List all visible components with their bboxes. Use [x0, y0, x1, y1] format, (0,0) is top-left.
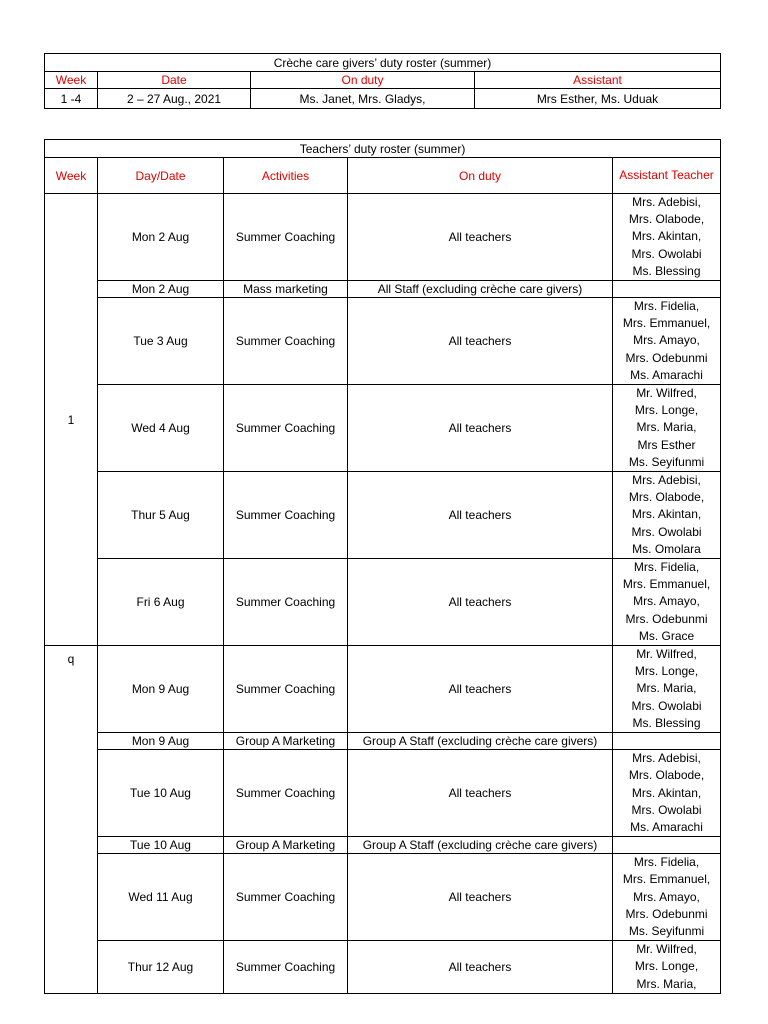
on-duty-cell: All teachers: [348, 941, 613, 994]
activity-cell: Summer Coaching: [224, 194, 348, 281]
assistant-name: Mrs. Emmanuel,: [622, 577, 711, 592]
activity-cell: Summer Coaching: [224, 298, 348, 385]
assistant-name: Mrs. Amayo,: [633, 333, 700, 348]
assistant-name: Ms. Amarachi: [630, 367, 703, 382]
assistant-name: Ms. Seyifunmi: [628, 923, 705, 938]
date-cell: Tue 10 Aug: [98, 837, 224, 854]
on-duty-cell: All teachers: [348, 194, 613, 281]
creche-roster-table: [44, 53, 721, 109]
assistant-teacher-cell: [613, 559, 721, 646]
activity-cell: Summer Coaching: [224, 385, 348, 472]
table-row: [45, 941, 721, 994]
assistant-name: Ms. Amarachi: [630, 819, 703, 834]
assistant-teacher-cell: [613, 837, 721, 854]
on-duty-cell: Group A Staff (excluding crèche care givers): [348, 733, 613, 750]
table-row: [45, 194, 721, 281]
activity-cell: Summer Coaching: [224, 646, 348, 733]
activity-cell: Summer Coaching: [224, 941, 348, 994]
table-row: [45, 854, 721, 941]
activity-cell: Summer Coaching: [224, 472, 348, 559]
assistant-name: Mrs. Fidelia,: [633, 855, 700, 870]
creche-cell-week: 1 -4: [45, 89, 98, 109]
assistant-name: Mrs. Akintan,: [631, 229, 702, 244]
on-duty-cell: All teachers: [348, 750, 613, 837]
table-row: [45, 646, 721, 733]
on-duty-cell: All teachers: [348, 559, 613, 646]
assistant-name: Mrs. Owolabi: [631, 698, 702, 713]
table-row: [45, 281, 721, 298]
assistant-name: Mrs. Owolabi: [631, 802, 702, 817]
assistant-teacher-cell: [613, 194, 721, 281]
table-row: [45, 750, 721, 837]
teachers-roster-title: Teachers’ duty roster (summer): [45, 140, 721, 158]
assistant-name: Mrs. Longe,: [634, 403, 699, 418]
table-row: [45, 89, 721, 109]
assistant-name: Ms. Blessing: [632, 715, 701, 730]
creche-header-on-duty: On duty: [251, 72, 475, 89]
assistant-teacher-cell: [613, 281, 721, 298]
on-duty-cell: Group A Staff (excluding crèche care givers): [348, 837, 613, 854]
assistant-name: Mrs. Odebunmi: [625, 350, 708, 365]
assistant-name: Mr. Wilfred,: [636, 386, 697, 401]
assistant-name: Mrs. Owolabi: [631, 246, 702, 261]
activity-cell: Group A Marketing: [224, 837, 348, 854]
activity-cell: Mass marketing: [224, 281, 348, 298]
assistant-teacher-cell: [613, 385, 721, 472]
teachers-roster-body: [45, 194, 721, 994]
assistant-name: Ms. Seyifunmi: [628, 454, 705, 469]
assistant-teacher-cell: [613, 472, 721, 559]
teachers-header-activities: Activities: [224, 158, 348, 194]
assistant-name: Mr. Wilfred,: [636, 647, 697, 662]
table-row: [45, 385, 721, 472]
date-cell: Mon 9 Aug: [98, 733, 224, 750]
on-duty-cell: All teachers: [348, 646, 613, 733]
assistant-name: Mrs. Fidelia,: [633, 560, 700, 575]
teachers-roster-table: [44, 139, 721, 994]
teachers-header-week: Week: [45, 158, 98, 194]
assistant-name: Mrs Esther: [637, 437, 696, 452]
date-cell: Wed 11 Aug: [98, 854, 224, 941]
date-cell: Thur 12 Aug: [98, 941, 224, 994]
creche-roster-title: Crèche care givers’ duty roster (summer): [45, 54, 721, 72]
activity-cell: Summer Coaching: [224, 854, 348, 941]
creche-cell-date: 2 – 27 Aug., 2021: [98, 89, 251, 109]
week-cell: 1: [45, 194, 98, 646]
assistant-name: Mrs. Adebisi,: [632, 751, 701, 766]
assistant-name: Mrs. Amayo,: [633, 594, 700, 609]
table-row: [45, 837, 721, 854]
creche-header-assistant: Assistant: [475, 72, 721, 89]
creche-header-week: Week: [45, 72, 98, 89]
assistant-name: Ms. Grace: [638, 628, 695, 643]
date-cell: Mon 2 Aug: [98, 194, 224, 281]
creche-cell-assistant: Mrs Esther, Ms. Uduak: [475, 89, 721, 109]
table-row: [45, 472, 721, 559]
assistant-name: Ms. Blessing: [632, 263, 701, 278]
assistant-name: Mrs. Akintan,: [631, 785, 702, 800]
table-row: [45, 733, 721, 750]
activity-cell: Group A Marketing: [224, 733, 348, 750]
assistant-name: Mrs. Longe,: [634, 959, 699, 974]
teachers-header-on-duty: On duty: [348, 158, 613, 194]
assistant-name: Mrs. Olabode,: [628, 768, 705, 783]
date-cell: Thur 5 Aug: [98, 472, 224, 559]
date-cell: Mon 9 Aug: [98, 646, 224, 733]
creche-header-date: Date: [98, 72, 251, 89]
assistant-name: Mrs. Akintan,: [631, 507, 702, 522]
on-duty-cell: All Staff (excluding crèche care givers): [348, 281, 613, 298]
week-cell: q: [45, 646, 98, 994]
assistant-teacher-cell: [613, 750, 721, 837]
assistant-name: Ms. Omolara: [632, 541, 701, 556]
assistant-teacher-cell: [613, 854, 721, 941]
assistant-name: Mrs. Maria,: [636, 420, 697, 435]
assistant-teacher-cell: [613, 646, 721, 733]
assistant-teacher-cell: [613, 941, 721, 994]
assistant-name: Mrs. Odebunmi: [625, 906, 708, 921]
assistant-name: Mrs. Odebunmi: [625, 611, 708, 626]
assistant-name: Mrs. Fidelia,: [633, 299, 700, 314]
date-cell: Tue 3 Aug: [98, 298, 224, 385]
assistant-name: Mrs. Longe,: [634, 664, 699, 679]
assistant-name: Mrs. Adebisi,: [632, 195, 701, 209]
table-row: [45, 559, 721, 646]
on-duty-cell: All teachers: [348, 854, 613, 941]
assistant-teacher-cell: [613, 298, 721, 385]
teachers-header-assistant: Assistant Teacher: [613, 158, 721, 194]
date-cell: Tue 10 Aug: [98, 750, 224, 837]
assistant-name: Mr. Wilfred,: [636, 942, 697, 957]
date-cell: Fri 6 Aug: [98, 559, 224, 646]
assistant-name: Mrs. Olabode,: [628, 490, 705, 505]
assistant-name: Mrs. Olabode,: [628, 212, 705, 227]
assistant-name: Mrs. Maria,: [636, 976, 697, 991]
creche-cell-on-duty: Ms. Janet, Mrs. Gladys,: [251, 89, 475, 109]
assistant-name: Mrs. Emmanuel,: [622, 316, 711, 331]
activity-cell: Summer Coaching: [224, 559, 348, 646]
assistant-name: Mrs. Maria,: [636, 681, 697, 696]
table-row: [45, 298, 721, 385]
assistant-name: Mrs. Amayo,: [633, 889, 700, 904]
assistant-teacher-cell: [613, 733, 721, 750]
activity-cell: Summer Coaching: [224, 750, 348, 837]
assistant-name: Mrs. Emmanuel,: [622, 872, 711, 887]
assistant-name: Mrs. Adebisi,: [632, 473, 701, 488]
on-duty-cell: All teachers: [348, 385, 613, 472]
date-cell: Mon 2 Aug: [98, 281, 224, 298]
on-duty-cell: All teachers: [348, 472, 613, 559]
teachers-header-date: Day/Date: [98, 158, 224, 194]
on-duty-cell: All teachers: [348, 298, 613, 385]
assistant-name: Mrs. Owolabi: [631, 524, 702, 539]
date-cell: Wed 4 Aug: [98, 385, 224, 472]
